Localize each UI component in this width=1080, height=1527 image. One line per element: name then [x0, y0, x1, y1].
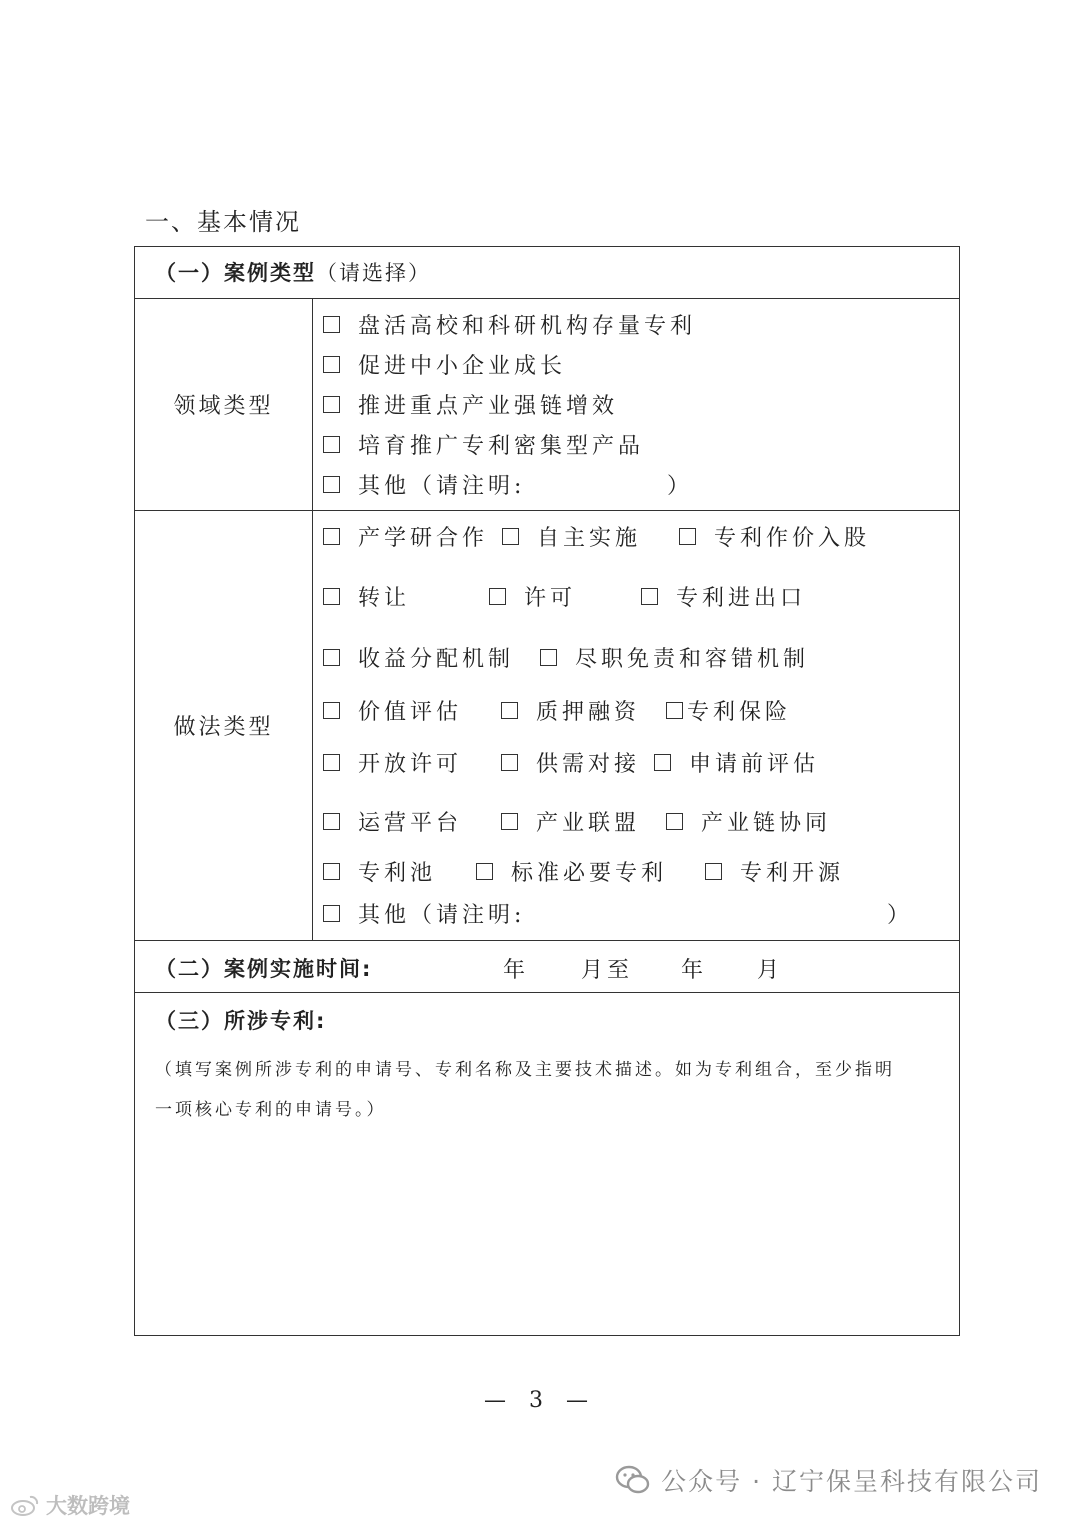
option-label: 转让 — [358, 586, 411, 611]
option-label: 专利作价入股 — [714, 526, 871, 551]
page-number: — 3 — — [484, 1388, 596, 1413]
checkbox-icon[interactable] — [641, 588, 658, 605]
option-label: 价值评估 — [358, 700, 463, 725]
option-label: 产业联盟 — [536, 811, 641, 836]
checkbox-icon[interactable] — [323, 863, 340, 880]
option-label: 专利开源 — [740, 861, 845, 886]
practice-option[interactable] — [666, 806, 831, 837]
checkbox-icon[interactable] — [540, 649, 557, 666]
field-option[interactable] — [323, 309, 696, 340]
field-type-row — [135, 299, 959, 511]
field-option[interactable] — [323, 389, 618, 420]
practice-option[interactable] — [323, 747, 462, 778]
checkbox-icon[interactable] — [323, 476, 340, 493]
field-option-other[interactable] — [323, 469, 525, 500]
checkbox-icon[interactable] — [476, 863, 493, 880]
option-label: 运营平台 — [358, 811, 463, 836]
option-label: 专利池 — [358, 861, 437, 886]
practice-option[interactable] — [489, 581, 576, 612]
field-type-label: 领域类型 — [135, 299, 313, 510]
implementation-time-row — [135, 941, 959, 993]
wechat-icon — [615, 1465, 651, 1495]
practice-option[interactable] — [323, 856, 436, 887]
checkbox-icon[interactable] — [501, 813, 518, 830]
practice-other-close-paren: ） — [887, 903, 914, 928]
checkbox-icon[interactable] — [323, 813, 340, 830]
checkbox-icon[interactable] — [323, 754, 340, 771]
option-label: 申请前评估 — [689, 752, 820, 777]
practice-option[interactable] — [666, 695, 791, 726]
checkbox-icon[interactable] — [502, 528, 519, 545]
case-form-table — [134, 246, 960, 1336]
patents-heading: （三）所涉专利: — [155, 1009, 327, 1033]
option-label: 质押融资 — [536, 700, 641, 725]
practice-option[interactable] — [641, 581, 806, 612]
corner-watermark-text: 大数跨境 — [46, 1494, 130, 1518]
checkbox-icon[interactable] — [323, 356, 340, 373]
sina-weibo-icon — [10, 1493, 40, 1517]
option-label: 尽职免责和容错机制 — [575, 647, 810, 672]
checkbox-icon[interactable] — [323, 649, 340, 666]
checkbox-icon[interactable] — [679, 528, 696, 545]
practice-option[interactable] — [705, 856, 844, 887]
checkbox-icon[interactable] — [666, 813, 683, 830]
year-label-end: 年 — [681, 958, 708, 983]
option-label: 许可 — [524, 586, 577, 611]
month-label-end: 月 — [757, 958, 784, 983]
field-other-close-paren: ） — [667, 474, 694, 499]
practice-type-row — [135, 511, 959, 941]
checkbox-icon[interactable] — [323, 528, 340, 545]
practice-option[interactable] — [323, 806, 462, 837]
checkbox-icon[interactable] — [666, 702, 683, 719]
checkbox-icon[interactable] — [654, 754, 671, 771]
field-option[interactable] — [323, 349, 566, 380]
practice-option[interactable] — [654, 747, 819, 778]
option-label: 供需对接 — [536, 752, 641, 777]
implementation-time-heading: （二）案例实施时间: — [155, 957, 373, 981]
option-label: 促进中小企业成长 — [358, 354, 567, 379]
year-label-start: 年 — [503, 958, 530, 983]
month-to-label: 月至 — [581, 958, 634, 983]
checkbox-icon[interactable] — [705, 863, 722, 880]
practice-option[interactable] — [323, 642, 514, 673]
option-label: 收益分配机制 — [358, 647, 515, 672]
option-label: 推进重点产业强链增效 — [358, 394, 619, 419]
practice-option-other[interactable] — [323, 898, 525, 929]
option-label: 开放许可 — [358, 752, 463, 777]
practice-option[interactable] — [540, 642, 809, 673]
practice-option[interactable] — [679, 521, 870, 552]
option-label: 培育推广专利密集型产品 — [358, 434, 645, 459]
checkbox-icon[interactable] — [323, 396, 340, 413]
case-type-heading — [155, 257, 431, 287]
patents-row[interactable] — [135, 993, 959, 1337]
case-type-heading-note: （请选择） — [316, 261, 431, 285]
option-label: 产学研合作 — [358, 526, 489, 551]
practice-option[interactable] — [323, 521, 488, 552]
practice-option[interactable] — [502, 521, 641, 552]
practice-option[interactable] — [501, 747, 640, 778]
checkbox-icon[interactable] — [501, 702, 518, 719]
checkbox-icon[interactable] — [323, 702, 340, 719]
practice-option[interactable] — [476, 856, 667, 887]
wechat-watermark-text: 公众号 · 辽宁保呈科技有限公司 — [661, 1467, 1042, 1496]
practice-option[interactable] — [323, 581, 410, 612]
practice-option[interactable] — [501, 806, 640, 837]
checkbox-icon[interactable] — [323, 588, 340, 605]
checkbox-icon[interactable] — [501, 754, 518, 771]
option-label: 其他（请注明: — [358, 474, 526, 499]
practice-option[interactable] — [323, 695, 462, 726]
practice-type-label: 做法类型 — [135, 511, 313, 940]
wechat-watermark — [615, 1462, 1042, 1498]
case-type-header-row — [135, 247, 959, 299]
option-label: 专利保险 — [687, 700, 792, 725]
option-label: 自主实施 — [537, 526, 642, 551]
checkbox-icon[interactable] — [323, 316, 340, 333]
patents-hint-line2: 一项核心专利的申请号。） — [155, 1100, 387, 1120]
case-type-heading-text: （一）案例类型 — [155, 261, 316, 285]
option-label: 专利进出口 — [676, 586, 807, 611]
option-label: 其他（请注明: — [358, 903, 526, 928]
checkbox-icon[interactable] — [323, 436, 340, 453]
option-label: 产业链协同 — [701, 811, 832, 836]
checkbox-icon[interactable] — [323, 905, 340, 922]
checkbox-icon[interactable] — [489, 588, 506, 605]
section-title: 一、基本情况 — [145, 208, 301, 236]
corner-watermark — [10, 1490, 130, 1520]
practice-option[interactable] — [501, 695, 640, 726]
field-option[interactable] — [323, 429, 644, 460]
option-label: 盘活高校和科研机构存量专利 — [358, 314, 697, 339]
option-label: 标准必要专利 — [511, 861, 668, 886]
patents-hint-line1: （填写案例所涉专利的申请号、专利名称及主要技术描述。如为专利组合，至少指明 — [155, 1060, 895, 1080]
